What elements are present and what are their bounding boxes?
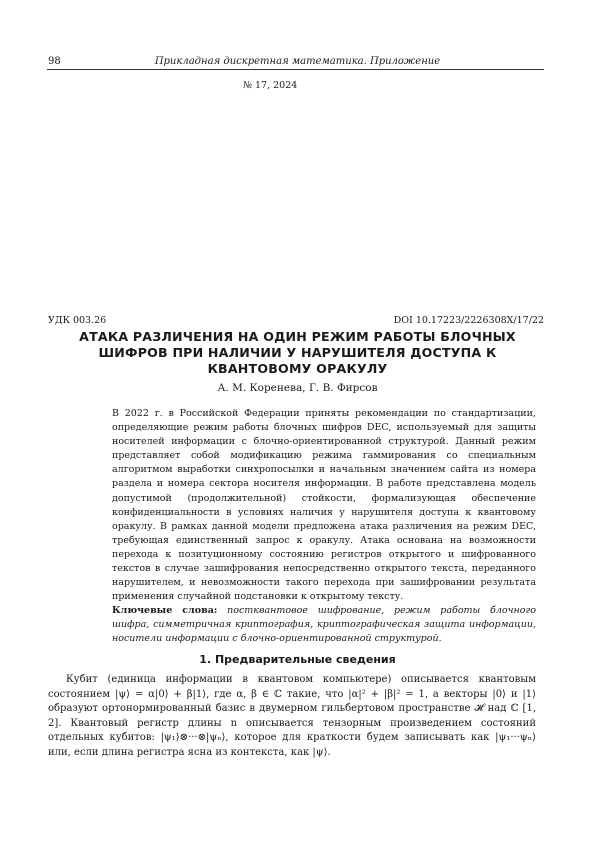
- abstract: В 2022 г. в Российской Федерации приняты рекомендации по стандартизации, определяющие режим работы блочных шифров DEC, используемый для защиты носителей информации с блочно-ориентированной структурой. Данный режим представляет собой модификацию режима гаммирования со специальным алгоритмом выработки синхропосылки и начальным значением сайта из номера раздела и номера сектора носителя информации. В работе представлена модель допустимой (продолжительной) стойкости, формализующая обеспечение конфиденциальности в условиях наличия у нарушителя доступа к квантовому оракулу. В рамках данной модели предложена атака различения на режим DEC, требующая единственный запрос к оракулу. Атака основана на возможности перехода к позитуционному состоянию регистров открытого и шифрованного текстов в случае зашифрования непосредственно открытого текста, переданного нарушителем, и невозможности такого перехода при зашифровании результата применения случайной подстановки к открытому тексту.: [112, 408, 536, 603]
- running-title: Прикладная дискретная математика. Приложение: [154, 56, 441, 67]
- page-number: 98: [48, 56, 61, 67]
- keywords-text: постквантовое шифрование, режим работы блочного шифра, симметричная криптография, криптографическая защита информации, носители информации с блочно-ориентированной структурой.: [112, 605, 536, 644]
- section-heading: 1. Предварительные сведения: [199, 653, 396, 666]
- doi: DOI 10.17223/2226308X/17/22: [393, 315, 544, 326]
- article-title: АТАКА РАЗЛИЧЕНИЯ НА ОДИН РЕЖИМ РАБОТЫ БЛОЧНЫХ ШИФРОВ ПРИ НАЛИЧИИ У НАРУШИТЕЛЯ ДОСТУПА К КВАНТОВОМУ ОРАКУЛУ: [79, 329, 516, 376]
- keywords: [112, 604, 536, 646]
- section-paragraph: Кубит (единица информации в квантовом компьютере) описывается квантовым состоянием |ψ⟩ = α|0⟩ + β|1⟩, где α, β ∈ ℂ такие, что |α|² + |β|² = 1, а векторы |0⟩ и |1⟩ образуют ортонормированный базис в двумерном гильбертовом пространстве 𝓗 над ℂ [1, 2]. Квантовый регистр длины n описывается тензорным произведением состояний отдельных кубитов: |ψ₁⟩⊗···⊗|ψₙ⟩, которое для краткости будем записывать как |ψ₁···ψₙ⟩ или, если длина регистра ясна из контекста, как |ψ⟩.: [48, 674, 536, 758]
- authors: А. М. Коренева, Г. В. Фирсов: [217, 382, 378, 394]
- issue-number: № 17, 2024: [243, 80, 298, 91]
- header-rule: [47, 69, 544, 70]
- keywords-label: Ключевые слова:: [112, 605, 218, 616]
- udc-code: УДК 003.26: [48, 315, 107, 326]
